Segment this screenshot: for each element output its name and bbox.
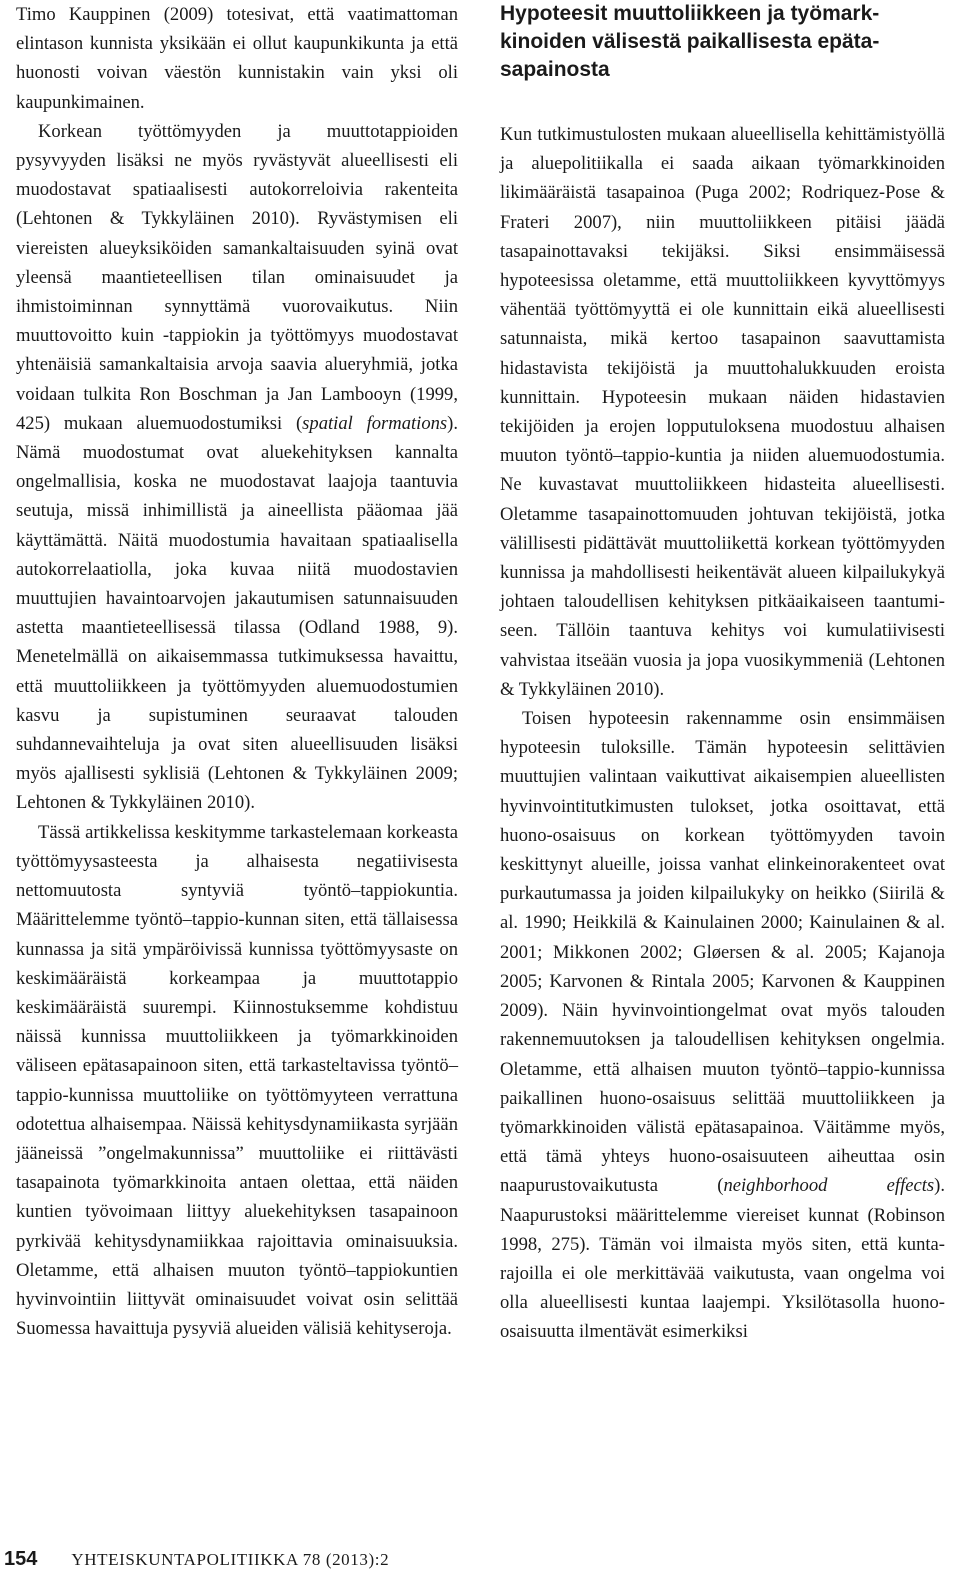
left-column: [16, 0, 458, 1343]
page-footer: [4, 1548, 389, 1571]
journal-issue: YHTEISKUNTAPOLITIIKKA 78 (2013):2: [71, 1550, 390, 1569]
paragraph: [500, 704, 945, 1346]
section-heading: Hypoteesit muuttoliikkeen ja työmarkkinoiden välisestä paikallisesta epätasapainosta: [500, 2, 880, 81]
right-column: [500, 0, 945, 1347]
page-number: 154: [4, 1548, 38, 1570]
text-run: Toisen hypoteesin rakennamme osin ensimmäisen hypoteesin tuloksille. Tämän hypoteesin selittävien muuttujien valintaan vaikuttivat aikaisempien alueellisten hyvinvointitutkimusten tulokset, jotka osoittavat, että huono-osaisuus on korkean työttömyyden tavoin keskittynyt alueille, joissa vanhat elinkeinorakenteet ovat purkautumassa ja joiden kilpailukyky on heikko (Siirilä & al. 1990; Heikkilä & Kainulainen 2000; Kainulainen & al. 2001; Mikkonen 2002; Gløersen & al. 2005; Kajanoja 2005; Karvonen & Rintala 2005; Karvonen & Kauppinen 2009). Näin hyvinvointiongelmat ovat myös talouden rakennemuutoksen ja taloudellisen kehityksen ongelmia. Oletamme, että alhaisen muuton työntö–tappio-kunnissa paikallinen huono-osaisuus selittää muuttoliikkeen ja työmarkkinoiden välistä epätasapainoa. Väitämme myös, että tämä yhteys huono-osaisuuteen aiheuttaa osin naapurustovaikutusta (: [500, 708, 945, 1197]
italic-term: neighborhood effects: [723, 1175, 935, 1197]
text-run: Kun tutkimustulosten mukaan alueellisella kehittämistyöllä ja aluepolitiikalla ei saada aikaan työmarkkinoiden likimääräistä tasapainoa (Puga 2002; Rodriquez-Pose & Frateri 2007), niin muuttoliikkeen pitäisi jäädä tasapainottavaksi tekijäksi. Siksi ensimmäisessä hypoteesissa oletamme, että muuttoliikkeen kyvyttömyys vähentää työttömyyttä ei ole kunnittain eikä alueellisesti satunnaista, mikä kertoo tasapainon saavuttamista hidastavista tekijöistä ja muuttohalukkuuden eroista kunnittain. Hypoteesin mukaan näiden hidastavien tekijöiden ja erojen lopputuloksena muodostuu alhaisen muuton työntö–tappio-kuntia ja niiden aluemuodostumia. Ne kuvastavat muuttoliikkeen hidasteita alueellisesti. Oletamme tasapainottomuuden johtuvan tekijöistä, jotka välillisesti pidättävät muuttoliikettä korkean työttömyyden kunnissa ja mahdollisesti heikentävät alueen kilpailukykyä johtaen taloudellisen kehityksen pitkäaikaiseen taantumiseen. Tällöin taantuva kehitys voi kumulatiivisesti vahvistaa itseään vuosia ja jopa vuosikymmeniä (Lehtonen & Tykkyläinen 2010).: [500, 124, 945, 700]
left-body-text: [16, 0, 458, 1343]
text-run: ). Nämä muodostumat ovat aluekehityksen kannalta ongelmallisia, koska ne muodostavat laajoja taantuvia seutuja, missä inhimillistä ja aineellista pääomaa jää käyttämättä. Näitä muodostumia havaitaan spatiaalisella autokorrelaatiolla, joka kuvaa niitä muodostavien muuttujien havaintoarvojen jakautumisen satunnaisuuden astetta maantieteellisessä tilassa (Odland 1988, 9). Menetelmällä on aikaisemmassa tutkimuksessa havaittu, että muuttoliikkeen ja työttömyyden aluemuodostumien kasvu ja supistuminen seuraavat talouden suhdannevaihteluja ja ovat siten alueellisuuden lisäksi myös ajallisesti syklisiä (Lehtonen & Tykkyläinen 2009; Lehtonen & Tykkyläinen 2010).: [16, 412, 458, 814]
italic-term: spatial formations: [302, 412, 448, 434]
paragraph: [500, 120, 945, 704]
right-body-text: [500, 120, 945, 1347]
paragraph: [16, 0, 458, 117]
text-run: Korkean työttömyyden ja muuttotappioiden pysyvyyden lisäksi ne myös ryvästyvät alueellisesti eli muodostavat spatiaalisesti autokorreloivia rakenteita (Lehtonen & Tykkyläinen 2010). Ryvästymisen eli viereisten alueyksiköiden samankaltaisuuden syinä ovat yleensä maantieteellisen tilan ominaisuudet ja ihmistoiminnan synnyttämä vuorovaikutus. Niin muuttovoitto kuin -tappiokin ja työttömyys muodostavat yhtenäisiä samankaltaisia arvoja saavia alueryhmiä, jotka voidaan tulkita Ron Boschman ja Jan Lambooyn (1999, 425) mukaan aluemuodostumiksi (: [16, 120, 458, 434]
text-run: Tässä artikkelissa keskitymme tarkastelemaan korkeasta työttömyysasteesta ja alhaisesta negatiivisesta nettomuutosta syntyviä työntö–tappiokuntia. Määrittelemme työntö–tappio-kunnan siten, että tällaisessa kunnassa ja sitä ympäröivissä kunnissa työttömyysaste on keskimääräistä korkeampaa ja muuttotappio keskimääräistä suurempi. Kiinnostuksemme kohdistuu näissä kunnissa muuttoliikkeen ja työmarkkinoiden väliseen epätasapainoon siten, että tarkasteltavissa työntö–tappio-kunnissa muuttoliike on työttömyyteen verrattuna odotettua alhaisempaa. Näissä kehitysdynamiikasta syrjään jääneissä ”ongelmakunnissa” muuttoliike ei riittävästi tasapainota työmarkkinoita antaen olettaa, että näiden kuntien työvoimaan liittyy aluekehityksen tasapainoon pyrkivää kehitysdynamiikkaa rajoittavia ominaisuuksia. Oletamme, että alhaisen muuton työntö–tappiokuntien hyvinvointiin liittyvät ominaisuudet voivat osin selittää Suomessa havaittuja pysyviä alueiden välisiä kehityseroja.: [16, 821, 458, 1340]
text-run: ). Naapurustoksi määrittelemme viereiset kunnat (Robinson 1998, 275). Tämän voi ilmaista myös siten, että kuntarajoilla ei ole merkittävää vaikutusta, vaan ongelma voi olla alueellisesti kuntaa laajempi. Yksilötasolla huono-osaisuutta ilmentävät esimerkiksi: [500, 1175, 945, 1343]
text-run: Timo Kauppinen (2009) totesivat, että vaatimattoman elintason kunnista yksikään ei ollut kaupunkikunta ja että huonosti voivan väestön kunnistakin vain yksi oli kaupunkimainen.: [16, 4, 458, 113]
paragraph: [16, 818, 458, 1344]
paragraph: [16, 117, 458, 818]
